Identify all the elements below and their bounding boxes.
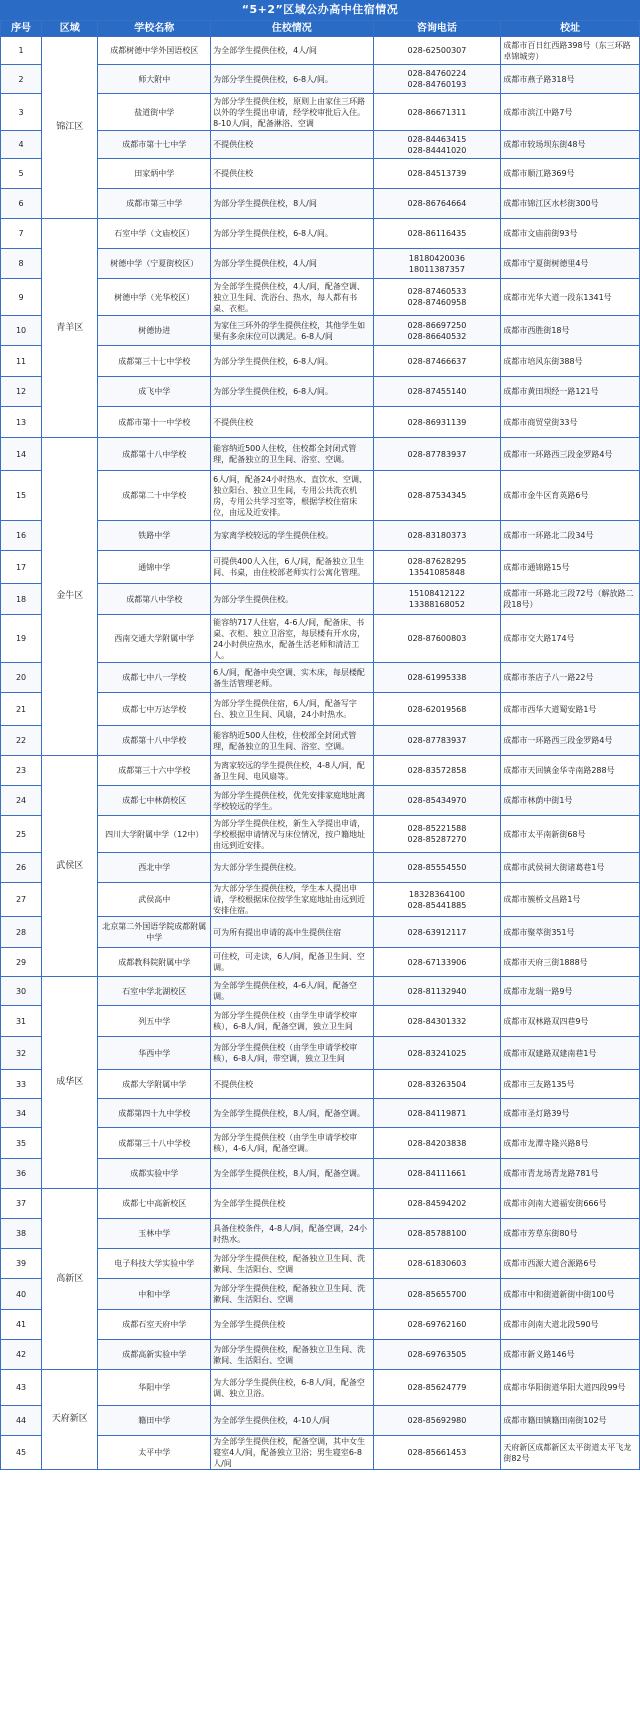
row-number: 24 xyxy=(1,786,42,816)
school-address: 成都市青龙场青龙路781号 xyxy=(501,1159,640,1189)
school-address: 成都市中和街道新街中街100号 xyxy=(501,1279,640,1310)
phone-number: 028-63912117 xyxy=(373,917,501,948)
lodging-info: 为全部学生提供住校，4人/间，配备空调、独立卫生间、洗浴台、热水，每人都有书桌、衣柜。 xyxy=(211,279,373,316)
table-row xyxy=(1,977,640,1006)
phone-number: 028-85624779 xyxy=(373,1370,501,1406)
row-number: 32 xyxy=(1,1037,42,1070)
phone-number: 028-85661453 xyxy=(373,1436,501,1470)
lodging-info: 为部分学生提供住校，配备独立卫生间、洗漱间、生活阳台、空调 xyxy=(211,1279,373,1310)
school-address: 成都市新义路146号 xyxy=(501,1340,640,1370)
school-name: 四川大学附属中学（12中） xyxy=(98,816,211,853)
school-name: 成都第十八中学校 xyxy=(98,438,211,471)
school-address: 成都市文庙前街93号 xyxy=(501,219,640,249)
header-number: 序号 xyxy=(1,21,42,37)
row-number: 1 xyxy=(1,37,42,65)
phone-number: 028-85788100 xyxy=(373,1219,501,1249)
school-address: 成都市百日红西路398号（东三环路卓锦城旁） xyxy=(501,37,640,65)
row-number: 9 xyxy=(1,279,42,316)
school-name: 成都七中高新校区 xyxy=(98,1189,211,1219)
row-number: 6 xyxy=(1,189,42,219)
phone-number: 028-87466637 xyxy=(373,346,501,377)
school-address: 成都市太平南新街68号 xyxy=(501,816,640,853)
school-table xyxy=(0,20,640,1470)
school-address: 成都市天回镇金华寺南路288号 xyxy=(501,756,640,786)
phone-number: 028-85221588 028-85287270 xyxy=(373,816,501,853)
lodging-info: 为全部学生提供住校，4-10人/间 xyxy=(211,1406,373,1436)
school-address: 成都市燕子路318号 xyxy=(501,65,640,94)
school-address: 成都市培风东街388号 xyxy=(501,346,640,377)
row-number: 20 xyxy=(1,663,42,693)
school-address: 成都市簇桥文昌路1号 xyxy=(501,883,640,917)
school-name: 中和中学 xyxy=(98,1279,211,1310)
lodging-info: 为部分学生提供住校，6-8人/间。 xyxy=(211,219,373,249)
school-address: 成都市武侯祠大街诸葛巷1号 xyxy=(501,853,640,883)
phone-number: 028-84463415 028-84441020 xyxy=(373,131,501,159)
row-number: 3 xyxy=(1,94,42,131)
school-address: 成都市商贸堂街33号 xyxy=(501,407,640,438)
phone-number: 028-84301332 xyxy=(373,1006,501,1037)
row-number: 8 xyxy=(1,249,42,279)
lodging-info: 为大部分学生提供住校，学生本人提出申请，学校根据床位按学生家庭地址由远到近安排住宿。 xyxy=(211,883,373,917)
school-address: 成都市茶店子八一路22号 xyxy=(501,663,640,693)
row-number: 37 xyxy=(1,1189,42,1219)
phone-number: 028-84203838 xyxy=(373,1128,501,1159)
school-name: 成都第四十九中学校 xyxy=(98,1099,211,1128)
lodging-info: 可住校，可走读，6人/间，配备卫生间、空调。 xyxy=(211,948,373,977)
row-number: 35 xyxy=(1,1128,42,1159)
phone-number: 028-86697250 028-86640532 xyxy=(373,316,501,346)
row-number: 15 xyxy=(1,471,42,521)
phone-number: 028-62019568 xyxy=(373,693,501,726)
school-address: 成都市西胜街18号 xyxy=(501,316,640,346)
lodging-info: 为全部学生提供住校，4人/间 xyxy=(211,37,373,65)
school-address: 成都市一环路西三段金罗路4号 xyxy=(501,438,640,471)
header-district: 区域 xyxy=(42,21,98,37)
phone-number: 028-87534345 xyxy=(373,471,501,521)
lodging-info: 为部分学生提供住校，4人/间 xyxy=(211,249,373,279)
school-name: 成都教科院附属中学 xyxy=(98,948,211,977)
school-address: 成都市聚萃街351号 xyxy=(501,917,640,948)
page-title: “5+2”区域公办高中住宿情况 xyxy=(0,0,640,20)
row-number: 40 xyxy=(1,1279,42,1310)
school-address: 成都市三友路135号 xyxy=(501,1070,640,1099)
lodging-info: 为全部学生提供住校 xyxy=(211,1189,373,1219)
row-number: 42 xyxy=(1,1340,42,1370)
lodging-info: 为部分学生提供住校，8人/间 xyxy=(211,189,373,219)
district-cell: 天府新区 xyxy=(42,1370,98,1470)
phone-number: 028-87783937 xyxy=(373,438,501,471)
header-phone: 咨询电话 xyxy=(373,21,501,37)
school-name: 华阳中学 xyxy=(98,1370,211,1406)
school-name: 成都市第十七中学 xyxy=(98,131,211,159)
lodging-info: 不提供住校 xyxy=(211,407,373,438)
school-name: 成都第二十中学校 xyxy=(98,471,211,521)
school-address: 成都市天府三街1888号 xyxy=(501,948,640,977)
lodging-info: 为全部学生提供住校 xyxy=(211,1310,373,1340)
phone-number: 028-84111661 xyxy=(373,1159,501,1189)
phone-number: 028-86931139 xyxy=(373,407,501,438)
school-name: 通锦中学 xyxy=(98,551,211,584)
school-address: 成都市一环路北三段72号（解放路二段18号） xyxy=(501,584,640,615)
school-address: 成都市芳草东街80号 xyxy=(501,1219,640,1249)
lodging-info: 可为所有提出申请的高中生提供住宿 xyxy=(211,917,373,948)
phone-number: 028-69762160 xyxy=(373,1310,501,1340)
header-lodging: 住校情况 xyxy=(211,21,373,37)
phone-number: 028-81132940 xyxy=(373,977,501,1006)
school-address: 成都市双林路双四巷9号 xyxy=(501,1006,640,1037)
school-address: 成都市龙潭寺隆兴路8号 xyxy=(501,1128,640,1159)
lodging-info: 为全部学生提供住校，配备空调，其中女生寝室4人/间，配备独立卫浴；男生寝室6-8人/间 xyxy=(211,1436,373,1470)
row-number: 30 xyxy=(1,977,42,1006)
row-number: 18 xyxy=(1,584,42,615)
school-address: 成都市西源大道合源路6号 xyxy=(501,1249,640,1279)
lodging-info: 为部分学生提供住校（由学生申请学校审核），6-8人/间，配备空调，独立卫生间 xyxy=(211,1006,373,1037)
school-name: 成都市第十一中学校 xyxy=(98,407,211,438)
district-cell: 金牛区 xyxy=(42,438,98,756)
phone-number: 028-83263504 xyxy=(373,1070,501,1099)
lodging-info: 能容纳717人住宿，4-6人/间，配备床、书桌、衣柜、独立卫浴室，每层楼有开水房，24小时供应热水，配备生活老师和清洁工人。 xyxy=(211,615,373,663)
school-name: 西北中学 xyxy=(98,853,211,883)
table-row xyxy=(1,438,640,471)
row-number: 34 xyxy=(1,1099,42,1128)
school-name: 成都树德中学外国语校区 xyxy=(98,37,211,65)
header-row xyxy=(1,21,640,37)
lodging-info: 为部分学生提供住校（由学生申请学校审核），4-6人/间，配备空调。 xyxy=(211,1128,373,1159)
school-name: 华西中学 xyxy=(98,1037,211,1070)
school-address: 成都市林荫中街1号 xyxy=(501,786,640,816)
school-name: 石室中学（文庙校区） xyxy=(98,219,211,249)
row-number: 22 xyxy=(1,726,42,756)
row-number: 4 xyxy=(1,131,42,159)
lodging-info: 能容纳近500人住校，住校都全封闭式管理，配备独立的卫生间、浴室、空调。 xyxy=(211,438,373,471)
school-address: 成都市西华大道蜀安路1号 xyxy=(501,693,640,726)
school-address: 成都市籍田镇籍田南街102号 xyxy=(501,1406,640,1436)
phone-number: 028-85434970 xyxy=(373,786,501,816)
row-number: 44 xyxy=(1,1406,42,1436)
row-number: 23 xyxy=(1,756,42,786)
row-number: 41 xyxy=(1,1310,42,1340)
lodging-info: 为部分学生提供住校，配备独立卫生间、洗漱间、生活阳台、空调 xyxy=(211,1249,373,1279)
school-address: 成都市锦江区水杉街300号 xyxy=(501,189,640,219)
row-number: 13 xyxy=(1,407,42,438)
lodging-info: 为全部学生提供住校，4-6人/间，配备空调。 xyxy=(211,977,373,1006)
school-name: 成都第三十七中学校 xyxy=(98,346,211,377)
row-number: 17 xyxy=(1,551,42,584)
row-number: 33 xyxy=(1,1070,42,1099)
phone-number: 18180420036 18011387357 xyxy=(373,249,501,279)
row-number: 14 xyxy=(1,438,42,471)
header-school-name: 学校名称 xyxy=(98,21,211,37)
phone-number: 028-83180373 xyxy=(373,521,501,551)
phone-number: 028-84119871 xyxy=(373,1099,501,1128)
phone-number: 028-61830603 xyxy=(373,1249,501,1279)
phone-number: 028-86671311 xyxy=(373,94,501,131)
phone-number: 028-85554550 xyxy=(373,853,501,883)
school-name: 玉林中学 xyxy=(98,1219,211,1249)
lodging-info: 为部分学生提供住校，配备独立卫生间、洗漱间、生活阳台、空调 xyxy=(211,1340,373,1370)
row-number: 45 xyxy=(1,1436,42,1470)
phone-number: 028-61995338 xyxy=(373,663,501,693)
row-number: 10 xyxy=(1,316,42,346)
school-name: 西南交通大学附属中学 xyxy=(98,615,211,663)
school-address: 成都市龙瑞一路9号 xyxy=(501,977,640,1006)
table-row xyxy=(1,219,640,249)
school-name: 成都七中万达学校 xyxy=(98,693,211,726)
phone-number: 028-62500307 xyxy=(373,37,501,65)
header-address: 校址 xyxy=(501,21,640,37)
school-address: 成都市一环路北二段34号 xyxy=(501,521,640,551)
school-name: 师大附中 xyxy=(98,65,211,94)
school-address: 成都市金牛区育英路6号 xyxy=(501,471,640,521)
district-cell: 锦江区 xyxy=(42,37,98,219)
lodging-info: 不提供住校 xyxy=(211,1070,373,1099)
school-name: 成都市第三中学 xyxy=(98,189,211,219)
phone-number: 15108412122 13388168052 xyxy=(373,584,501,615)
lodging-info: 为部分学生提供住校，6-8人/间。 xyxy=(211,346,373,377)
lodging-info: 为全部学生提供住校，8人/间，配备空调。 xyxy=(211,1159,373,1189)
row-number: 16 xyxy=(1,521,42,551)
phone-number: 028-84760224 028-84760193 xyxy=(373,65,501,94)
row-number: 26 xyxy=(1,853,42,883)
phone-number: 18328364100 028-85441885 xyxy=(373,883,501,917)
school-address: 成都市顺江路369号 xyxy=(501,159,640,189)
school-name: 成都七中八一学校 xyxy=(98,663,211,693)
phone-number: 028-85692980 xyxy=(373,1406,501,1436)
lodging-info: 为家离学校较远的学生提供住校。 xyxy=(211,521,373,551)
school-name: 电子科技大学实验中学 xyxy=(98,1249,211,1279)
school-name: 成都第八中学校 xyxy=(98,584,211,615)
lodging-info: 为部分学生提供住校，6-8人/间。 xyxy=(211,377,373,407)
school-name: 树德中学（光华校区） xyxy=(98,279,211,316)
school-address: 天府新区成都新区太平街道太平飞龙街82号 xyxy=(501,1436,640,1470)
row-number: 28 xyxy=(1,917,42,948)
lodging-info: 为部分学生提供住校（由学生申请学校审核），6-8人/间，带空调，独立卫生间 xyxy=(211,1037,373,1070)
school-name: 武侯高中 xyxy=(98,883,211,917)
phone-number: 028-67133906 xyxy=(373,948,501,977)
phone-number: 028-84513739 xyxy=(373,159,501,189)
lodging-info: 为部分学生提供住校，6-8人/间。 xyxy=(211,65,373,94)
row-number: 29 xyxy=(1,948,42,977)
lodging-info: 为大部分学生提供住校，6-8人/间，配备空调、独立卫浴。 xyxy=(211,1370,373,1406)
lodging-info: 为部分学生提供住校，新生入学提出申请，学校根据申请情况与床位情况，按户籍地址由远到近安排。 xyxy=(211,816,373,853)
school-name: 成都高新实验中学 xyxy=(98,1340,211,1370)
phone-number: 028-85655700 xyxy=(373,1279,501,1310)
lodging-info: 为家住三环外的学生提供住校，其他学生如果有多余床位可以满足。6-8人/间 xyxy=(211,316,373,346)
phone-number: 028-87783937 xyxy=(373,726,501,756)
school-name: 成都第三十六中学校 xyxy=(98,756,211,786)
school-name: 北京第二外国语学院成都附属中学 xyxy=(98,917,211,948)
school-address: 成都市较场坝东街48号 xyxy=(501,131,640,159)
school-name: 成都实验中学 xyxy=(98,1159,211,1189)
lodging-info: 为全部学生提供住校，8人/间，配备空调。 xyxy=(211,1099,373,1128)
school-name: 田家炳中学 xyxy=(98,159,211,189)
school-address: 成都市剑南大道福安街666号 xyxy=(501,1189,640,1219)
school-name: 树德协进 xyxy=(98,316,211,346)
school-address: 成都市剑南大道北段590号 xyxy=(501,1310,640,1340)
row-number: 7 xyxy=(1,219,42,249)
row-number: 2 xyxy=(1,65,42,94)
lodging-info: 能容纳近500人住校，住校部全封闭式管理，配备独立的卫生间、浴室、空调。 xyxy=(211,726,373,756)
phone-number: 028-86116435 xyxy=(373,219,501,249)
lodging-info: 不提供住校 xyxy=(211,159,373,189)
row-number: 31 xyxy=(1,1006,42,1037)
school-name: 太平中学 xyxy=(98,1436,211,1470)
lodging-info: 6人/间，配备24小时热水、直饮水、空调、独立阳台、独立卫生间，专用公共洗衣机房，专用公共学习室等，根据学校住宿床位，由远及近安排。 xyxy=(211,471,373,521)
school-address: 成都市光华大道一段东1341号 xyxy=(501,279,640,316)
phone-number: 028-69763505 xyxy=(373,1340,501,1370)
lodging-info: 可提供400人入住，6人/间，配备独立卫生间、书桌，由住校部老师实行公寓化管理。 xyxy=(211,551,373,584)
row-number: 27 xyxy=(1,883,42,917)
school-name: 石室中学北湖校区 xyxy=(98,977,211,1006)
row-number: 36 xyxy=(1,1159,42,1189)
district-cell: 成华区 xyxy=(42,977,98,1189)
row-number: 38 xyxy=(1,1219,42,1249)
lodging-info: 为部分学生提供住校，原则上由家住三环路以外的学生提出申请，经学校审批后入住。8-10人/间，配备淋浴、空调 xyxy=(211,94,373,131)
lodging-info: 具备住校条件，4-8人/间，配备空调，24小时热水。 xyxy=(211,1219,373,1249)
row-number: 11 xyxy=(1,346,42,377)
table-body xyxy=(1,37,640,1470)
table-row xyxy=(1,1370,640,1406)
school-address: 成都市双建路双建南巷1号 xyxy=(501,1037,640,1070)
phone-number: 028-87460533 028-87460958 xyxy=(373,279,501,316)
phone-number: 028-83572858 xyxy=(373,756,501,786)
school-address: 成都市黄田坝经一路121号 xyxy=(501,377,640,407)
school-name: 列五中学 xyxy=(98,1006,211,1037)
row-number: 19 xyxy=(1,615,42,663)
school-name: 成都第十八中学校 xyxy=(98,726,211,756)
table-row xyxy=(1,1189,640,1219)
row-number: 25 xyxy=(1,816,42,853)
phone-number: 028-87455140 xyxy=(373,377,501,407)
row-number: 12 xyxy=(1,377,42,407)
district-cell: 高新区 xyxy=(42,1189,98,1370)
school-name: 籍田中学 xyxy=(98,1406,211,1436)
school-address: 成都市华阳街道华阳大道四段99号 xyxy=(501,1370,640,1406)
row-number: 21 xyxy=(1,693,42,726)
phone-number: 028-87600803 xyxy=(373,615,501,663)
row-number: 5 xyxy=(1,159,42,189)
school-name: 成都第三十八中学校 xyxy=(98,1128,211,1159)
lodging-info: 6人/间，配备中央空调、实木床，每层楼配备生活管理老师。 xyxy=(211,663,373,693)
lodging-info: 不提供住校 xyxy=(211,131,373,159)
school-address: 成都市圣灯路39号 xyxy=(501,1099,640,1128)
school-name: 成都大学附属中学 xyxy=(98,1070,211,1099)
phone-number: 028-87628295 13541085848 xyxy=(373,551,501,584)
school-address: 成都市一环路西三段金罗路4号 xyxy=(501,726,640,756)
phone-number: 028-84594202 xyxy=(373,1189,501,1219)
lodging-info: 为部分学生提供住校，优先安排家庭地址离学校较远的学生。 xyxy=(211,786,373,816)
district-cell: 武侯区 xyxy=(42,756,98,977)
school-name: 成都七中林荫校区 xyxy=(98,786,211,816)
school-address: 成都市通锦路15号 xyxy=(501,551,640,584)
school-address: 成都市宁夏街树德里4号 xyxy=(501,249,640,279)
school-name: 盐道街中学 xyxy=(98,94,211,131)
school-name: 成都石室天府中学 xyxy=(98,1310,211,1340)
table-row xyxy=(1,756,640,786)
lodging-info: 为离家较远的学生提供住校，4-8人/间，配备卫生间、电风扇等。 xyxy=(211,756,373,786)
table-row xyxy=(1,37,640,65)
district-cell: 青羊区 xyxy=(42,219,98,438)
lodging-info: 为部分学生提供住宿，6人/间，配备写字台、独立卫生间、风扇，24小时热水。 xyxy=(211,693,373,726)
phone-number: 028-86764664 xyxy=(373,189,501,219)
school-address: 成都市交大路174号 xyxy=(501,615,640,663)
school-name: 成飞中学 xyxy=(98,377,211,407)
school-address: 成都市滨江中路7号 xyxy=(501,94,640,131)
lodging-info: 为部分学生提供住校。 xyxy=(211,584,373,615)
row-number: 39 xyxy=(1,1249,42,1279)
school-name: 树德中学（宁夏街校区） xyxy=(98,249,211,279)
row-number: 43 xyxy=(1,1370,42,1406)
lodging-info: 为大部分学生提供住校。 xyxy=(211,853,373,883)
phone-number: 028-83241025 xyxy=(373,1037,501,1070)
school-name: 铁路中学 xyxy=(98,521,211,551)
